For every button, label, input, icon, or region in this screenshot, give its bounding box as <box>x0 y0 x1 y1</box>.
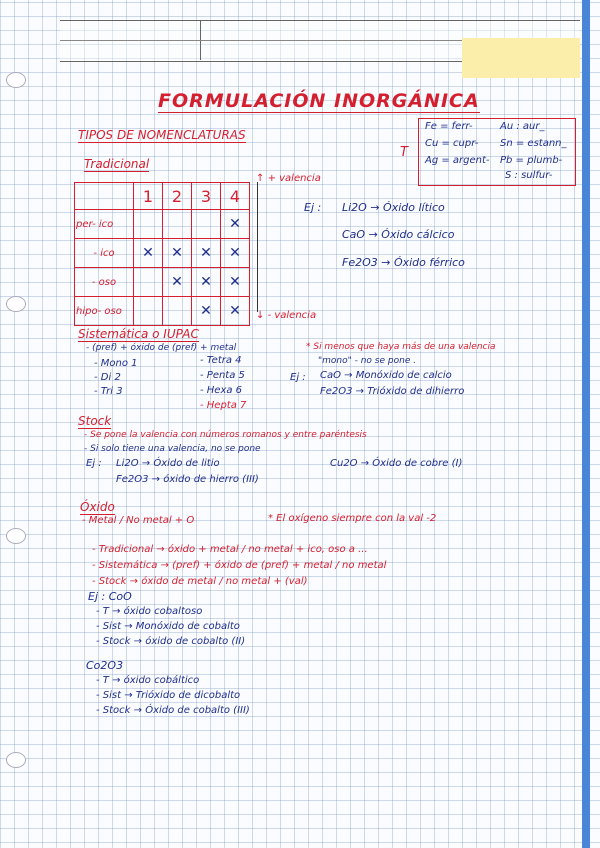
example-line: Fe2O3 → Trióxido de dihierro <box>320 386 465 397</box>
rule-line: - Tradicional → óxido + metal / no metal + ico, oso a ... <box>92 544 368 555</box>
valence-table <box>74 182 250 326</box>
example-label: Ej : <box>290 372 306 383</box>
table-row-label: - ico <box>75 239 134 268</box>
binder-hole <box>6 752 26 768</box>
formula-line: - Metal / No metal + O <box>82 515 195 526</box>
title-text: FORMULACIÓN INORGÁNICA <box>158 90 480 112</box>
element-root: Fe = ferr- <box>425 121 473 132</box>
example-line: CaO → Monóxido de calcio <box>320 370 452 381</box>
table-row-label: per- ico <box>75 210 134 239</box>
prefix-item: - Mono 1 <box>94 358 138 369</box>
cross-mark: ✕ <box>192 268 221 297</box>
binder-hole <box>6 72 26 88</box>
cross-mark: ✕ <box>163 239 192 268</box>
table-header: 1 <box>134 183 163 210</box>
sticky-note <box>462 38 580 78</box>
element-root: Pb = plumb- <box>500 155 563 166</box>
subsection-heading <box>84 157 149 171</box>
valence-arrow-line <box>257 182 258 312</box>
prefix-item: - Di 2 <box>94 372 121 383</box>
more-valence-text: + valencia <box>267 173 321 184</box>
binder-hole <box>6 528 26 544</box>
example-line: Fe2O3 → Óxido férrico <box>342 256 465 269</box>
prefix-item: - Hexa 6 <box>200 385 243 396</box>
less-valence-text: - valencia <box>267 310 317 321</box>
example-title: Ej : CoO <box>88 590 132 603</box>
table-row-label: - oso <box>75 268 134 297</box>
table-row-label: hipo- oso <box>75 297 134 326</box>
example-line: CaO → Óxido cálcico <box>342 228 455 241</box>
rule-line: - Se pone la valencia con números romanos y entre paréntesis <box>84 430 367 440</box>
page-edge-stripe <box>582 0 590 848</box>
cross-mark: ✕ <box>221 297 250 326</box>
prefix-item: - Hepta 7 <box>200 400 247 411</box>
example-title: Co2O3 <box>86 659 124 672</box>
note-line: * Si menos que haya más de una valencia <box>306 342 496 352</box>
note-line: "mono" - no se pone . <box>318 356 417 366</box>
box-label: T <box>400 145 408 160</box>
element-root: Ag = argent- <box>425 155 490 166</box>
more-valence-label: ↑ + valencia <box>256 173 321 184</box>
example-line: - Sist → Monóxido de cobalto <box>96 621 240 632</box>
cross-mark: ✕ <box>192 297 221 326</box>
binder-hole <box>6 296 26 312</box>
example-line: - Sist → Trióxido de dicobalto <box>96 690 241 701</box>
cross-mark: ✕ <box>221 268 250 297</box>
less-valence-label: ↓ - valencia <box>256 310 317 321</box>
table-header: 3 <box>192 183 221 210</box>
element-root: Cu = cupr- <box>425 138 479 149</box>
prefix-item: - Tri 3 <box>94 386 123 397</box>
example-line: Cu2O → Óxido de cobre (I) <box>330 458 463 469</box>
tradicional-heading-text: Tradicional <box>84 157 150 171</box>
section-heading <box>80 500 115 514</box>
rule-line: - Stock → óxido de metal / no metal + (val) <box>92 576 308 587</box>
page-title <box>158 90 480 112</box>
element-root: Au : aur_ <box>500 121 545 132</box>
subsection-heading <box>78 414 111 428</box>
cross-mark: ✕ <box>192 239 221 268</box>
subsection-heading <box>78 327 199 341</box>
example-line: Fe2O3 → óxido de hierro (III) <box>116 474 259 485</box>
example-line: Li2O → Óxido de litio <box>116 458 220 469</box>
example-line: - T → óxido cobaltoso <box>96 606 203 617</box>
oxido-heading-text: Óxido <box>80 500 115 514</box>
rule-line: - Sistemática → (pref) + óxido de (pref) + metal / no metal <box>92 560 387 571</box>
example-label: Ej : <box>304 201 322 214</box>
table-header: 4 <box>221 183 250 210</box>
tipos-heading-text: TIPOS DE NOMENCLATURAS <box>78 128 246 142</box>
example-label: Ej : <box>86 458 102 469</box>
sistematica-heading-text: Sistemática o IUPAC <box>78 327 199 341</box>
cross-mark: ✕ <box>221 239 250 268</box>
example-line: - T → óxido cobáltico <box>96 675 200 686</box>
prefix-item: - Tetra 4 <box>200 355 242 366</box>
cross-mark: ✕ <box>221 210 250 239</box>
element-root: S : sulfur- <box>505 170 553 181</box>
section-heading <box>78 128 246 142</box>
rule-line: - Si solo tiene una valencia, no se pone <box>84 444 261 454</box>
example-line: Li2O → Óxido lítico <box>342 201 445 214</box>
note-line: * El oxígeno siempre con la val -2 <box>268 513 437 524</box>
stock-heading-text: Stock <box>78 414 112 428</box>
cross-mark: ✕ <box>163 268 192 297</box>
rule-line: - (pref) + óxido de (pref) + metal <box>86 343 237 353</box>
prefix-item: - Penta 5 <box>200 370 245 381</box>
example-line: - Stock → Óxido de cobalto (III) <box>96 705 250 716</box>
cross-mark: ✕ <box>134 239 163 268</box>
element-root: Sn = estann_ <box>500 138 567 149</box>
table-header: 2 <box>163 183 192 210</box>
example-line: - Stock → óxido de cobalto (II) <box>96 636 246 647</box>
